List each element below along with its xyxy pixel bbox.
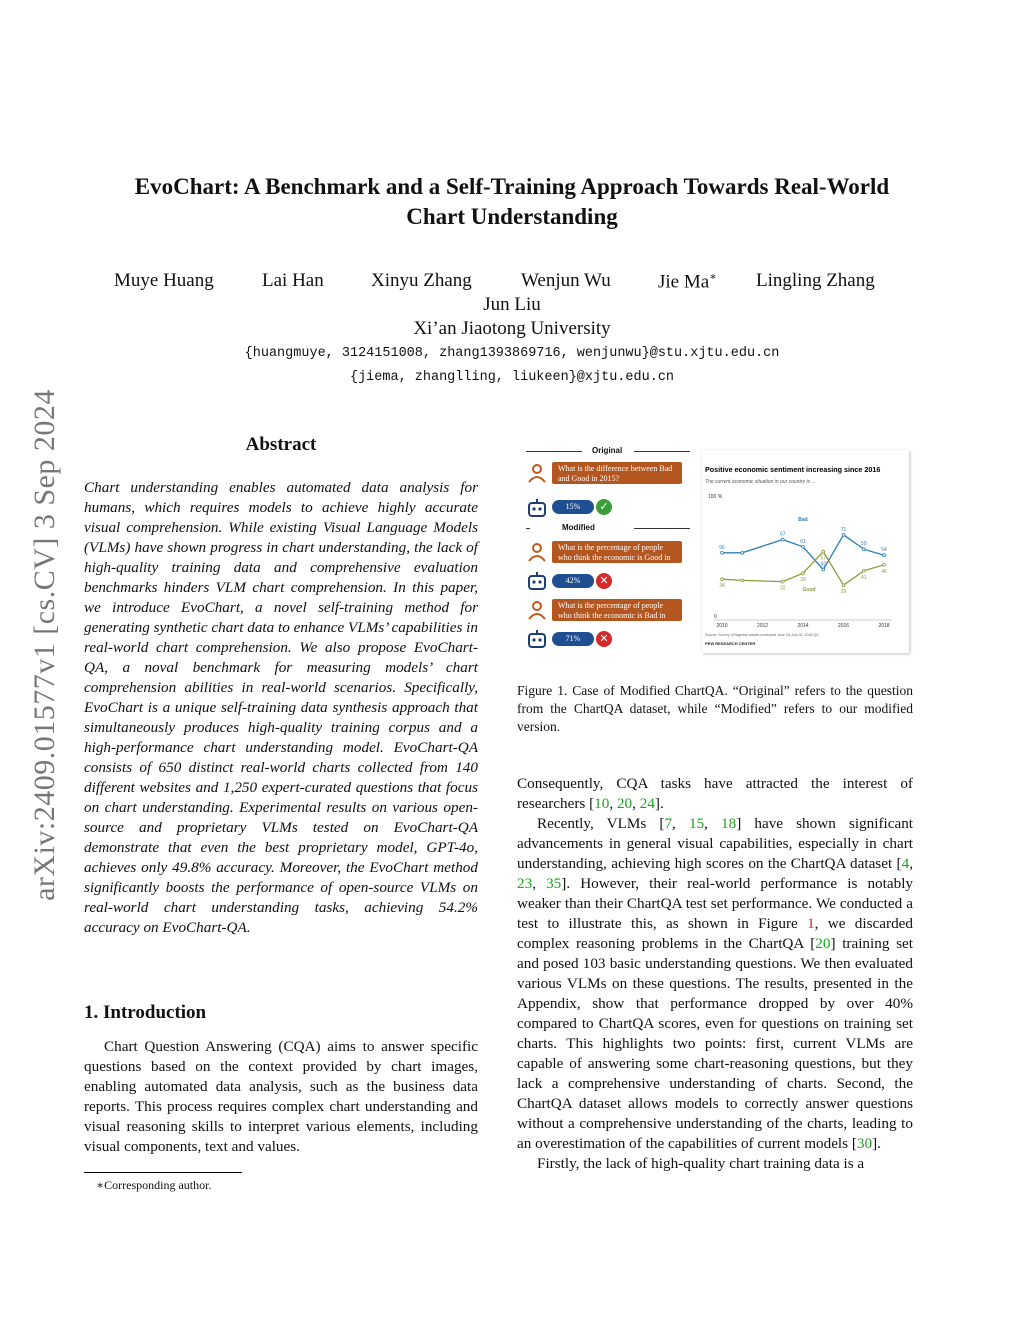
author-7: Jun Liu <box>483 294 541 315</box>
paragraph-firstly: Firstly, the lack of high-quality chart training data is a <box>537 1155 865 1172</box>
data-point <box>842 533 845 536</box>
x-tick-label: 2018 <box>878 623 890 629</box>
user-icon <box>526 462 548 484</box>
intro-heading: 1. Introduction <box>84 1002 207 1023</box>
affiliation: Xi’an Jiaotong University <box>413 318 611 339</box>
footnote-rule <box>84 1172 242 1173</box>
citation-link[interactable]: 20 <box>616 795 633 812</box>
user-icon <box>526 599 548 621</box>
abstract-heading: Abstract <box>245 434 317 455</box>
data-point <box>741 551 744 554</box>
line-chart <box>702 450 909 653</box>
cross-icon: ✕ <box>596 573 612 589</box>
email-line-2: {jiema, zhanglling, liukeen}@xjtu.edu.cn <box>349 370 675 385</box>
data-label: 67 <box>779 531 786 538</box>
answer-pill-2: 42% <box>552 574 594 588</box>
check-icon: ✓ <box>596 499 612 515</box>
data-point <box>802 545 805 548</box>
data-point <box>842 584 845 587</box>
author-2: Lai Han <box>262 270 324 291</box>
x-tick-label: 2012 <box>756 623 769 629</box>
data-point <box>802 572 805 575</box>
chart-title: Positive economic sentiment increasing since 2016 <box>705 465 881 474</box>
arxiv-sidebar <box>22 360 68 930</box>
citation-link[interactable]: 35 <box>546 875 562 892</box>
text-run: ]. However, their real-world performance is notably weaker than their ChartQA test set performance. We conducted a test to illustrate this, as shown in Figure <box>517 875 914 932</box>
data-point <box>883 554 886 557</box>
question-bubble-3: What is the percentage of people who think the economic is Bad in 2015? <box>552 599 682 621</box>
intro-paragraph: Chart Question Answering (CQA) aims to answer specific questions based on the context provided by chart images, enabling automated data analysis, such as the business data reports. This process requires complex chart understanding and visual reasoning skills to interpret various elements, including visual components, text and values. <box>84 1038 478 1155</box>
title-line-1: EvoChart: A Benchmark and a Self-Training Approach Towards Real-World <box>134 174 890 199</box>
corresponding-mark: ∗ <box>709 271 717 283</box>
data-label: 61 <box>800 538 806 545</box>
chart-subtitle: The current economic situation in our country is ... <box>705 479 816 485</box>
author-5 <box>658 270 717 293</box>
data-point <box>822 568 825 571</box>
citation-link[interactable]: 24 <box>639 795 655 812</box>
data-label: 29 <box>840 589 847 596</box>
data-label: 59 <box>860 541 867 548</box>
arxiv-id: arXiv:2409.01577v1 [cs.CV] 3 Sep 2024 <box>28 389 61 901</box>
original-rule-left <box>526 451 582 452</box>
data-point <box>883 563 886 566</box>
robot-icon <box>526 570 548 592</box>
title-line-2: Chart Understanding <box>406 204 618 229</box>
paragraph-recently: Recently, VLMs [7, 15, 18] have shown significant advancements in general visual capabilities, especially in chart understanding, achieving high scores on the ChartQA dataset [4, 23, 35]. However, their real-world performance is notably weaker than their ChartQA test set performance. We conducted a test to illustrate this, as shown in Figure 1, we discarded complex reasoning problems in the ChartQA [20] training set and posed 103 basic understanding questions. We then evaluated various VLMs on these questions. The results, presented in the Appendix, show that performance dropped by over 40% compared to ChartQA scores, even for questions on training set charts. This highlights two points: first, current VLMs are capable of answering some chart-reasoning questions, but they lack a comprehensive understanding of charts. Second, the ChartQA dataset allows models to correctly answer questions without a comprehensive understanding of the charts, leading to an overestimation of the capabilities of current models [30]. <box>517 815 914 1152</box>
data-label: 56 <box>719 544 725 551</box>
data-label: 71 <box>840 526 847 533</box>
citation-link[interactable]: 20 <box>815 935 831 952</box>
question-bubble-2: What is the percentage of people who think the economic is Good in 2015? <box>552 541 682 563</box>
text-run: ] have shown significant advancements in general visual capabilities, especially in chart understanding, achieving high scores on the ChartQA dataset [ <box>517 815 914 872</box>
modified-rule-left <box>526 528 530 529</box>
x-tick-label: 2016 <box>837 623 850 629</box>
data-point <box>741 579 744 582</box>
author-1: Muye Huang <box>114 270 214 291</box>
author-4: Wenjun Wu <box>521 270 611 291</box>
robot-icon <box>526 497 548 519</box>
legend-good: Good <box>802 587 816 594</box>
data-point <box>862 569 865 572</box>
author-5-name: Jie Ma <box>658 271 710 293</box>
text-run: Recently, VLMs [ <box>537 815 665 832</box>
citation-link[interactable]: 10 <box>594 795 610 812</box>
paper-title <box>60 172 964 232</box>
citation-link[interactable]: 15 <box>688 815 705 832</box>
citation-link[interactable]: 7 <box>664 815 673 832</box>
data-point <box>862 548 865 551</box>
data-label: 34 <box>719 583 725 590</box>
figure-caption: Figure 1. Case of Modified ChartQA. “Original” refers to the question from the ChartQA dataset, while “Modified” refers to our modified version. <box>517 683 913 734</box>
x-tick-label: 2010 <box>716 623 728 629</box>
data-label: 54 <box>881 547 887 554</box>
chart-source: Source: Survey of Nigerian adults conducted June 28-July 30, 2018-Q2. <box>705 633 820 637</box>
email-line-1: {huangmuye, 3124151008, zhang1393869716, wenjunwu}@stu.xjtu.edu.cn <box>244 346 780 361</box>
paragraph-continued: Consequently, CQA tasks have attracted the interest of researchers [10, 20, 24]. <box>517 775 913 812</box>
data-point <box>721 551 724 554</box>
answer-pill-1: 15% <box>552 500 594 514</box>
author-3: Xinyu Zhang <box>371 270 472 291</box>
figure-1 <box>522 442 914 657</box>
citation-link[interactable]: 30 <box>856 1135 873 1152</box>
author-6: Lingling Zhang <box>756 270 875 291</box>
chart-panel <box>702 450 909 653</box>
question-bubble-1: What is the difference between Bad and Good in 2015? <box>552 462 682 484</box>
citation-link[interactable]: 18 <box>721 815 737 832</box>
cross-icon: ✕ <box>596 631 612 647</box>
data-point <box>781 538 784 541</box>
label-modified: Modified <box>562 523 595 532</box>
legend-bad: Bad <box>798 516 808 523</box>
text-run: ] training set and posed 103 basic understanding questions. We then evaluated various VLMs on these questions. The results, presented in the Appendix, show that performance dropped by over 40% compared to ChartQA scores, even for questions on training set charts. This highlights two points: first, current VLMs are capable of answering some chart-reasoning questions, but they lack a comprehensive understanding of charts. Second, the ChartQA dataset allows models to correctly answer questions without a comprehensive understanding of the charts, leading to an overestimation of the capabilities of current models [ <box>517 935 913 1152</box>
abstract-text: Chart understanding enables automated data analysis for humans, which requires models to achieve highly accurate visual comprehension. While existing Visual Language Models (VLMs) have shown progress in chart understanding, the lack of high-quality training data and comprehensive evaluation benchmarks hinders VLM chart comprehension. In this paper, we introduce EvoChart, a novel self-training method for generating synthetic chart data to enhance VLMs’ capabilities in real-world chart comprehension. We also propose EvoChart-QA, a noval benchmark for measuring models’ chart comprehension abilities in real-world scenarios. Specifically, EvoChart is a unique self-training data synthesis approach that simultaneously produces high-quality training corpus and a high-performance chart understanding model. EvoChart-QA consists of 650 distinct real-world charts collected from 140 different websites and 1,250 expert-curated questions that focus on chart understanding. Experimental results on various open-source and proprietary VLMs tested on EvoChart-QA demonstrate that even the best proprietary model, GPT-4o, achieves only 49.8% accuracy. Moreover, the EvoChart method significantly boosts the performance of open-source VLMs on real-world chart understanding tasks, achieving 54.2% accuracy on EvoChart-QA. <box>84 479 478 936</box>
data-label: 32 <box>779 585 786 592</box>
modified-rule-right <box>634 528 690 529</box>
data-label: 39 <box>800 577 806 584</box>
text-run: Consequently, CQA tasks have attracted the interest of researchers [ <box>517 775 913 812</box>
citation-link[interactable]: 4 <box>901 855 910 872</box>
answer-pill-3: 71% <box>552 632 594 646</box>
right-column-text <box>517 774 913 1174</box>
original-rule-right <box>634 451 690 452</box>
data-label: 42 <box>820 561 827 568</box>
data-label: 57 <box>820 555 827 562</box>
footnote: ∗Corresponding author. <box>96 1178 212 1192</box>
data-point <box>822 550 825 553</box>
data-label: 46 <box>881 568 887 575</box>
text-run: , we discarded complex reasoning problems in the ChartQA [ <box>517 915 913 952</box>
citation-link[interactable]: 23 <box>517 875 533 892</box>
x-tick-label: 2014 <box>797 623 809 629</box>
data-point <box>721 578 724 581</box>
label-original: Original <box>592 446 623 455</box>
data-point <box>781 580 784 583</box>
user-icon <box>526 541 548 563</box>
robot-icon <box>526 628 548 650</box>
y-top-label: 100 % <box>708 494 723 500</box>
chart-brand: PEW RESEARCH CENTER <box>705 641 756 646</box>
figure-link[interactable]: 1 <box>807 915 815 932</box>
data-label: 41 <box>860 574 867 581</box>
y-zero-label: 0 <box>714 614 717 620</box>
